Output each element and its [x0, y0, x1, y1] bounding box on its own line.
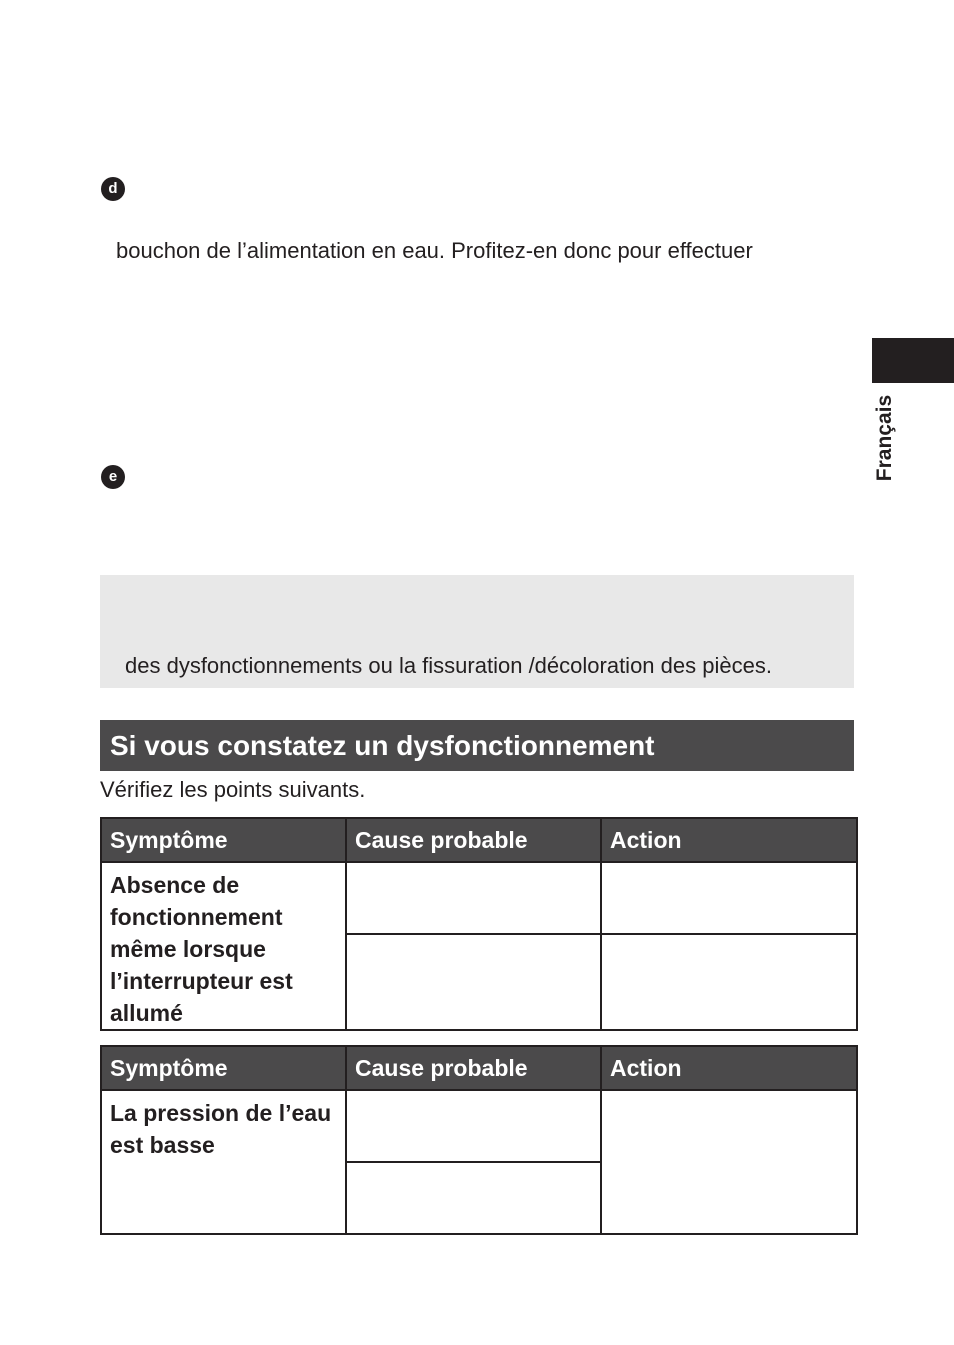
- table-header-row: [101, 1046, 857, 1090]
- symptom-line: est basse: [110, 1132, 215, 1158]
- side-tab-marker: [872, 338, 954, 383]
- symptom-cell: [101, 1090, 346, 1234]
- cause-cell: [346, 1162, 601, 1234]
- symptom-line: Absence de: [110, 872, 240, 898]
- column-header-action: Action: [601, 818, 857, 862]
- symptom-line: l’interrupteur est: [110, 968, 293, 994]
- table-row: [101, 1090, 857, 1162]
- section-intro: Vérifiez les points suivants.: [100, 777, 366, 802]
- symptom-line: fonctionnement: [110, 904, 283, 930]
- action-cell: [601, 934, 857, 1030]
- note-box: [100, 575, 854, 688]
- step-e-marker: e: [101, 465, 125, 489]
- step-d-marker: d: [101, 177, 125, 201]
- table-row: [101, 862, 857, 934]
- cause-cell: [346, 862, 601, 934]
- column-header-symptom: Symptôme: [101, 818, 346, 862]
- symptom-line: La pression de l’eau: [110, 1100, 332, 1126]
- column-header-cause: Cause probable: [346, 1046, 601, 1090]
- symptom-line: même lorsque: [110, 936, 266, 962]
- troubleshooting-table-1: [100, 817, 858, 1031]
- column-header-symptom: Symptôme: [101, 1046, 346, 1090]
- action-cell: [601, 1090, 857, 1234]
- symptom-cell: [101, 862, 346, 1030]
- column-header-action: Action: [601, 1046, 857, 1090]
- action-cell: [601, 862, 857, 934]
- cause-cell: [346, 1090, 601, 1162]
- symptom-line: allumé: [110, 1000, 183, 1026]
- language-tab-label: Français: [873, 394, 896, 482]
- cause-cell: [346, 934, 601, 1030]
- table-header-row: [101, 818, 857, 862]
- note-text: des dysfonctionnements ou la fissuration /décoloration des pièces.: [125, 653, 772, 678]
- column-header-cause: Cause probable: [346, 818, 601, 862]
- troubleshooting-table-2: [100, 1045, 858, 1235]
- section-title: Si vous constatez un dysfonctionnement: [100, 720, 854, 771]
- step-d-text: bouchon de l’alimentation en eau. Profitez-en donc pour effectuer: [116, 238, 753, 263]
